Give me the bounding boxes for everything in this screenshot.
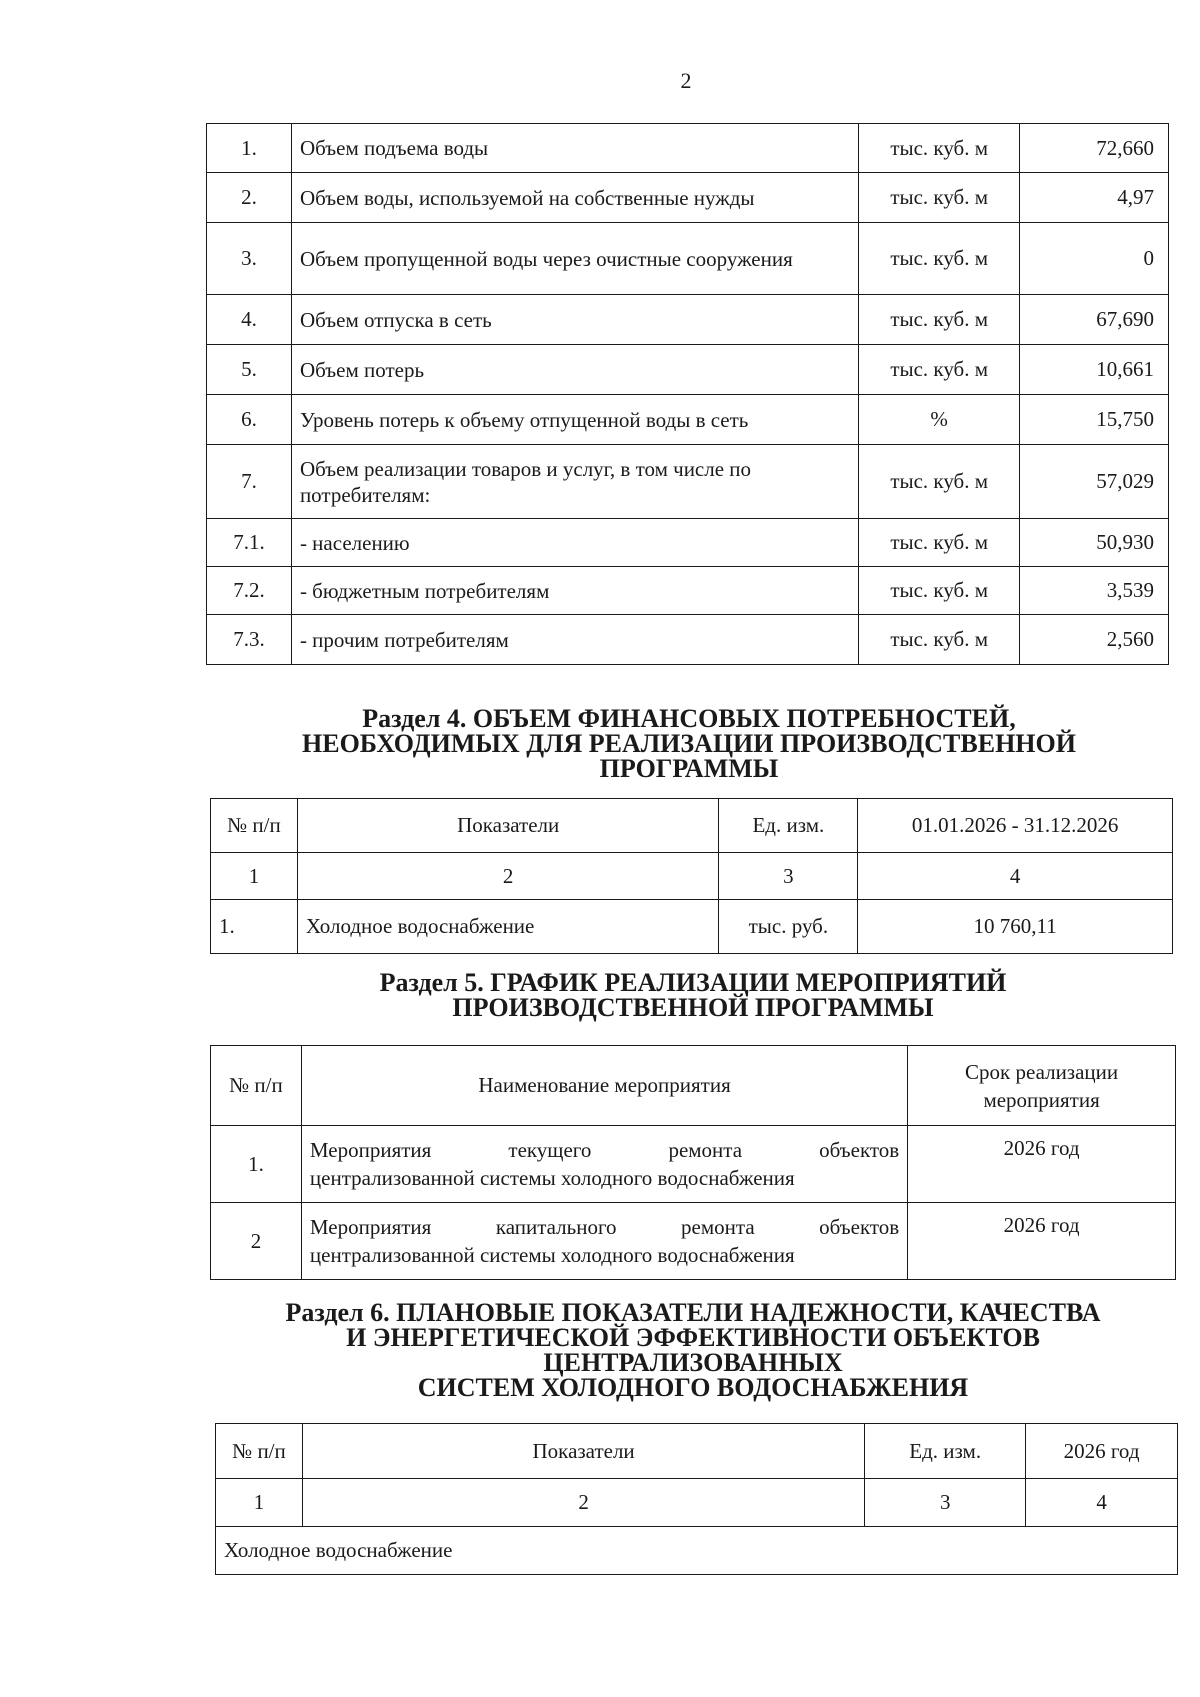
row-term: 2026 год: [908, 1203, 1176, 1280]
row-unit: %: [859, 395, 1020, 445]
row-unit: тыс. куб. м: [859, 615, 1020, 665]
row-name: Объем отпуска в сеть: [291, 295, 858, 345]
header-period: 01.01.2026 - 31.12.2026: [858, 799, 1173, 853]
row-num: 7.3.: [207, 615, 292, 665]
row-num: 5.: [207, 345, 292, 395]
section-5-title: Раздел 5. ГРАФИК РЕАЛИЗАЦИИ МЕРОПРИЯТИЙ ПРОИЗВОДСТВЕННОЙ ПРОГРАММЫ: [379, 968, 1007, 1022]
header-num: № п/п: [211, 1046, 302, 1126]
row-name: Объем реализации товаров и услуг, в том числе по потребителям:: [291, 445, 858, 519]
table-row: [207, 173, 1169, 223]
row-unit: тыс. куб. м: [859, 567, 1020, 615]
header-indicators: Показатели: [297, 799, 719, 853]
row-unit: тыс. куб. м: [859, 519, 1020, 567]
row-unit: тыс. куб. м: [859, 445, 1020, 519]
row-unit: тыс. куб. м: [859, 124, 1020, 173]
column-number-row: [211, 853, 1173, 900]
row-name: Холодное водоснабжение: [297, 900, 719, 954]
row-name: Уровень потерь к объему отпущенной воды в сеть: [291, 395, 858, 445]
header-unit: Ед. изм.: [865, 1424, 1026, 1479]
header-unit: Ед. изм.: [719, 799, 858, 853]
header-num: № п/п: [216, 1424, 303, 1479]
table-header-row: [211, 1046, 1176, 1126]
section-4-title: Раздел 4. ОБЪЕМ ФИНАНСОВЫХ ПОТРЕБНОСТЕЙ, НЕОБХОДИМЫХ ДЛЯ РЕАЛИЗАЦИИ ПРОИЗВОДСТВЕННОЙ ПРОГРАММЫ: [302, 704, 1076, 783]
row-name: - населению: [291, 519, 858, 567]
row-unit: тыс. куб. м: [859, 223, 1020, 295]
row-name: Объем потерь: [291, 345, 858, 395]
table-row: [207, 223, 1169, 295]
row-value: 3,539: [1020, 567, 1169, 615]
col-number: 4: [1026, 1479, 1178, 1527]
table-row: [207, 519, 1169, 567]
row-value: 2,560: [1020, 615, 1169, 665]
row-num: 7.2.: [207, 567, 292, 615]
col-number: 1: [211, 853, 298, 900]
financial-needs-table: [210, 798, 1173, 954]
col-number: 2: [302, 1479, 864, 1527]
table-row: [207, 395, 1169, 445]
table-row: [207, 345, 1169, 395]
row-unit: тыс. куб. м: [859, 295, 1020, 345]
row-num: 6.: [207, 395, 292, 445]
row-unit: тыс. руб.: [719, 900, 858, 954]
group-row-label: Холодное водоснабжение: [216, 1527, 1178, 1575]
col-number: 3: [719, 853, 858, 900]
col-number: 3: [865, 1479, 1026, 1527]
row-name: Объем пропущенной воды через очистные сооружения: [291, 223, 858, 295]
row-num: 7.1.: [207, 519, 292, 567]
row-value: 0: [1020, 223, 1169, 295]
table-row: [207, 567, 1169, 615]
table-row: [211, 1126, 1176, 1203]
row-term: 2026 год: [908, 1126, 1176, 1203]
row-value: 15,750: [1020, 395, 1169, 445]
row-num: 1.: [211, 1126, 302, 1203]
indicators-table: [215, 1423, 1178, 1575]
row-num: 2: [211, 1203, 302, 1280]
row-value: 57,029: [1020, 445, 1169, 519]
table-row: [207, 295, 1169, 345]
row-name: Объем воды, используемой на собственные нужды: [291, 173, 858, 223]
header-activity: Наименование мероприятия: [301, 1046, 907, 1126]
page-number: 2: [680, 68, 692, 93]
row-num: 2.: [207, 173, 292, 223]
row-num: 3.: [207, 223, 292, 295]
row-activity: Мероприятия капитального ремонта объектов централизованной системы холодного водоснабжения: [301, 1203, 907, 1280]
row-value: 10,661: [1020, 345, 1169, 395]
row-unit: тыс. куб. м: [859, 345, 1020, 395]
col-number: 1: [216, 1479, 303, 1527]
row-value: 72,660: [1020, 124, 1169, 173]
table-row: [211, 1203, 1176, 1280]
row-value: 10 760,11: [858, 900, 1173, 954]
table-row: [207, 615, 1169, 665]
header-term: Срок реализации мероприятия: [908, 1046, 1176, 1126]
table-header-row: [216, 1424, 1178, 1479]
row-value: 67,690: [1020, 295, 1169, 345]
row-name: Объем подъема воды: [291, 124, 858, 173]
row-name: - прочим потребителям: [291, 615, 858, 665]
water-volume-table: [206, 123, 1169, 665]
row-name: - бюджетным потребителям: [291, 567, 858, 615]
table-row: [207, 445, 1169, 519]
table-row: [207, 124, 1169, 173]
col-number: 4: [858, 853, 1173, 900]
row-num: 1.: [211, 900, 298, 954]
table-header-row: [211, 799, 1173, 853]
row-value: 4,97: [1020, 173, 1169, 223]
row-num: 4.: [207, 295, 292, 345]
col-number: 2: [297, 853, 719, 900]
row-num: 1.: [207, 124, 292, 173]
section-6-title: Раздел 6. ПЛАНОВЫЕ ПОКАЗАТЕЛИ НАДЕЖНОСТИ, КАЧЕСТВА И ЭНЕРГЕТИЧЕСКОЙ ЭФФЕКТИВНОСТИ ОБЪЕКТОВ ЦЕНТРАЛИЗОВАННЫХ СИСТЕМ ХОЛОДНОГО ВОДОСНАБЖЕНИЯ: [285, 1298, 1101, 1402]
group-row: [216, 1527, 1178, 1575]
row-num: 7.: [207, 445, 292, 519]
header-num: № п/п: [211, 799, 298, 853]
header-indicators: Показатели: [302, 1424, 864, 1479]
header-year: 2026 год: [1026, 1424, 1178, 1479]
table-row: [211, 900, 1173, 954]
row-unit: тыс. куб. м: [859, 173, 1020, 223]
row-value: 50,930: [1020, 519, 1169, 567]
row-activity: Мероприятия текущего ремонта объектов централизованной системы холодного водоснабжения: [301, 1126, 907, 1203]
column-number-row: [216, 1479, 1178, 1527]
schedule-table: [210, 1045, 1176, 1280]
